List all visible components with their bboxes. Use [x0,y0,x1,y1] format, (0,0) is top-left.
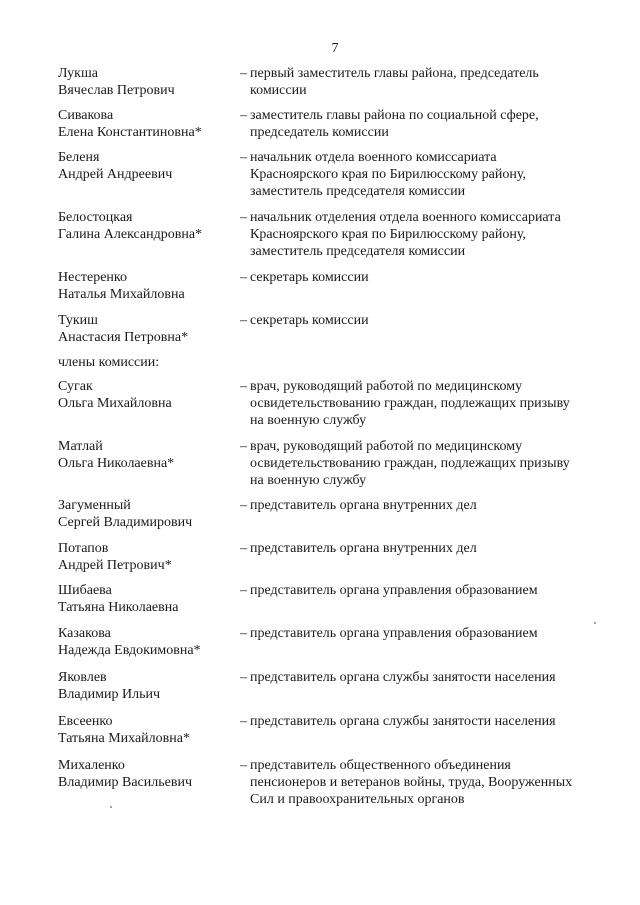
member-role [240,209,600,260]
member-role [240,713,600,730]
members-label: члены комиссии: [58,355,160,370]
member-role [240,269,600,286]
member-name: Загуменный Сергей Владимирович [58,498,193,530]
member-name: Шибаева Татьяна Николаевна [58,583,179,615]
member-role-text: представитель органа управления образованием [250,583,538,598]
member-role [240,378,600,429]
member-role-text: секретарь комиссии [250,313,369,328]
member-name: Сивакова Елена Константиновна* [58,108,202,140]
member-role-text: представитель органа службы занятости населения [250,714,556,729]
dash: – [240,270,247,285]
dash: – [240,498,247,513]
member-role [240,669,600,686]
member-role-text: представитель органа управления образованием [250,626,538,641]
member-role-text: начальник отдела военного комиссариата Красноярского края по Бирилюсскому району, заместитель председателя комиссии [250,150,526,199]
member-name: Белостоцкая Галина Александровна* [58,210,203,242]
member-name: Михаленко Владимир Васильевич [58,758,192,790]
member-name: Евсеенко Татьяна Михайловна* [58,714,190,746]
member-name: Яковлев Владимир Ильич [58,670,161,702]
dash: – [240,210,247,225]
dash: – [240,541,247,556]
dash: – [240,670,247,685]
member-role [240,540,600,557]
member-role [240,107,600,141]
member-role-text: первый заместитель главы района, председатель комиссии [250,66,539,98]
dash: – [240,714,247,729]
dash: – [240,379,247,394]
dash: – [240,108,247,123]
member-role [240,582,600,599]
scan-speck [110,806,112,808]
member-role-text: представитель органа внутренних дел [250,498,477,513]
member-role [240,149,600,200]
member-name: Сугак Ольга Михайловна [58,379,172,411]
member-role [240,497,600,514]
member-role-text: врач, руководящий работой по медицинскому освидетельствованию граждан, подлежащих призыву на военную службу [250,379,570,428]
member-role [240,757,600,808]
member-name: Потапов Андрей Петрович* [58,541,172,573]
member-role-text: представитель общественного объединения пенсионеров и ветеранов войны, труда, Вооруженных Сил и правоохранительных органов [250,758,573,807]
member-role-text: врач, руководящий работой по медицинскому освидетельствованию граждан, подлежащих призыву на военную службу [250,439,570,488]
member-name: Тукиш Анастасия Петровна* [58,313,189,345]
member-role-text: представитель органа внутренних дел [250,541,477,556]
dash: – [240,626,247,641]
member-name: Казакова Надежда Евдокимовна* [58,626,201,658]
dash: – [240,439,247,454]
page-number: 7 [331,41,339,56]
dash: – [240,66,247,81]
member-role [240,438,600,489]
member-name: Нестеренко Наталья Михайловна [58,270,185,302]
member-role-text: представитель органа службы занятости населения [250,670,556,685]
scan-speck [594,622,596,624]
dash: – [240,583,247,598]
member-role [240,65,600,99]
dash: – [240,313,247,328]
member-role [240,312,600,329]
member-role-text: заместитель главы района по социальной сфере, председатель комиссии [250,108,539,140]
member-name: Лукша Вячеслав Петрович [58,66,175,98]
member-name: Матлай Ольга Николаевна* [58,439,175,471]
dash: – [240,758,247,773]
member-name: Беленя Андрей Андреевич [58,150,173,182]
member-role-text: секретарь комиссии [250,270,369,285]
dash: – [240,150,247,165]
member-role [240,625,600,642]
member-role-text: начальник отделения отдела военного комиссариата Красноярского края по Бирилюсскому району, заместитель председателя комиссии [250,210,561,259]
